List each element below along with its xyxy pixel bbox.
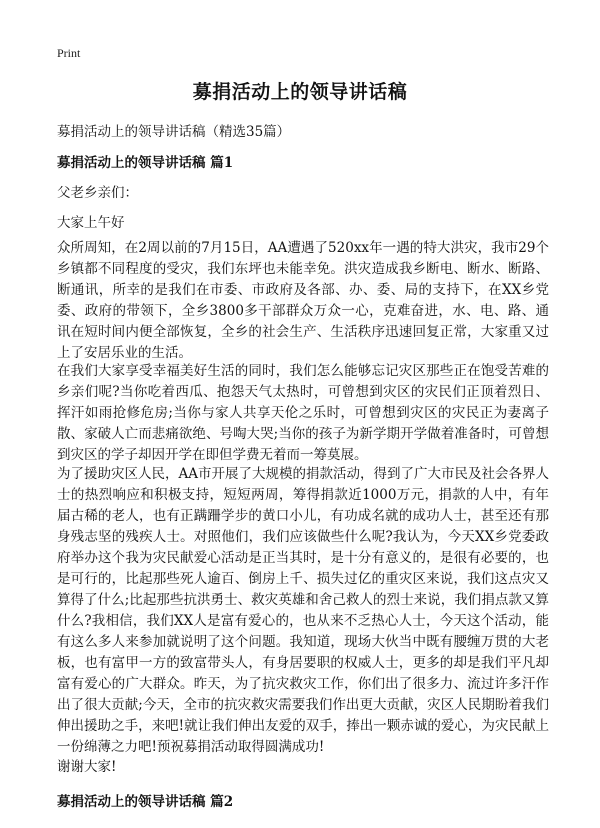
greeting-line: 父老乡亲们： [57,185,138,201]
section-heading-2: 募捐活动上的领导讲话稿 篇2 [57,794,234,810]
page-title: 募捐活动上的领导讲话稿 [192,81,408,103]
body-paragraph-3: 为了援助灾区人民，AA市开展了大规模的捐款活动，得到了广大市民及社会各界人士的热烈响应和积极支持，短短两周，筹得捐款近1000万元，捐款的人中，有年届古稀的老人，也有正蹒跚学步的黄口小儿，有功成名就的成功人士，甚至还有那身残志坚的残疾人士。对照他们，我们应该做些什么呢?我认为，今天XX乡党委政府举办这个我为灾民献爱心活动是正当其时，是十分有意义的，是很有必要的，也是可行的，比起那些死人逾百、倒房上千、损失过亿的重灾区来说，我们这点灾又算得了什么;比起那些抗洪勇士、救灾英雄和舍己救人的烈士来说，我们捐点款又算什么?我相信，我们XX人是富有爱心的，也从来不乏热心人士，今天这个活动，能有这么多人来参加就说明了这个问题。我知道，现场大伙当中既有腰缠万贯的大老板，也有富甲一方的致富带头人，有身居要职的权威人士，更多的却是我们平凡却富有爱心的广大群众。昨天，为了抗灾救灾工作，你们出了很多力、流过许多汗作出了很大贡献;今天，全市的抗灾救灾需要我们作出更大贡献，灾区人民期盼着我们伸出援助之手，来吧!就让我们伸出友爱的双手，捧出一颗赤诚的爱心，为灾民献上一份绵薄之力吧!预祝募捐活动取得圆满成功! [57,466,549,755]
body-paragraph-1: 众所周知，在2周以前的7月15日，AA遭遇了520xx年一遇的特大洪灾，我市29个乡镇都不同程度的受灾，我们东坪也未能幸免。洪灾造成我乡断电、断水、断路、断通讯，所幸的是我们在市委、市政府及各部、办、委、局的支持下，在XX乡党委、政府的带领下，全乡3800多干部群众万众一心，克难奋进，水、电、路、通讯在短时间内便全部恢复，全乡的社会生产、生活秩序迅速回复正常，大家重又过上了安居乐业的生活。 [57,240,549,361]
print-link[interactable]: Print [57,46,81,60]
salutation-line: 大家上午好 [57,215,125,231]
closing-line: 谢谢大家! [57,759,117,775]
section-heading-1: 募捐活动上的领导讲话稿 篇1 [57,155,234,171]
body-paragraph-2: 在我们大家享受幸福美好生活的同时，我们怎么能够忘记灾区那些正在饱受苦难的乡亲们呢?当你吃着西瓜、抱怨天气太热时，可曾想到灾区的灾民们正顶着烈日、挥汗如雨抢修危房;当你与家人共享天伦之乐时，可曾想到灾区的灾民正为妻离子散、家破人亡而悲痛欲绝、号啕大哭;当你的孩子为新学期开学做着准备时，可曾想到灾区的学子却因开学在即但学费无着而一筹莫展。 [57,363,549,463]
document-subtitle: 募捐活动上的领导讲话稿（精选35篇） [57,124,291,140]
